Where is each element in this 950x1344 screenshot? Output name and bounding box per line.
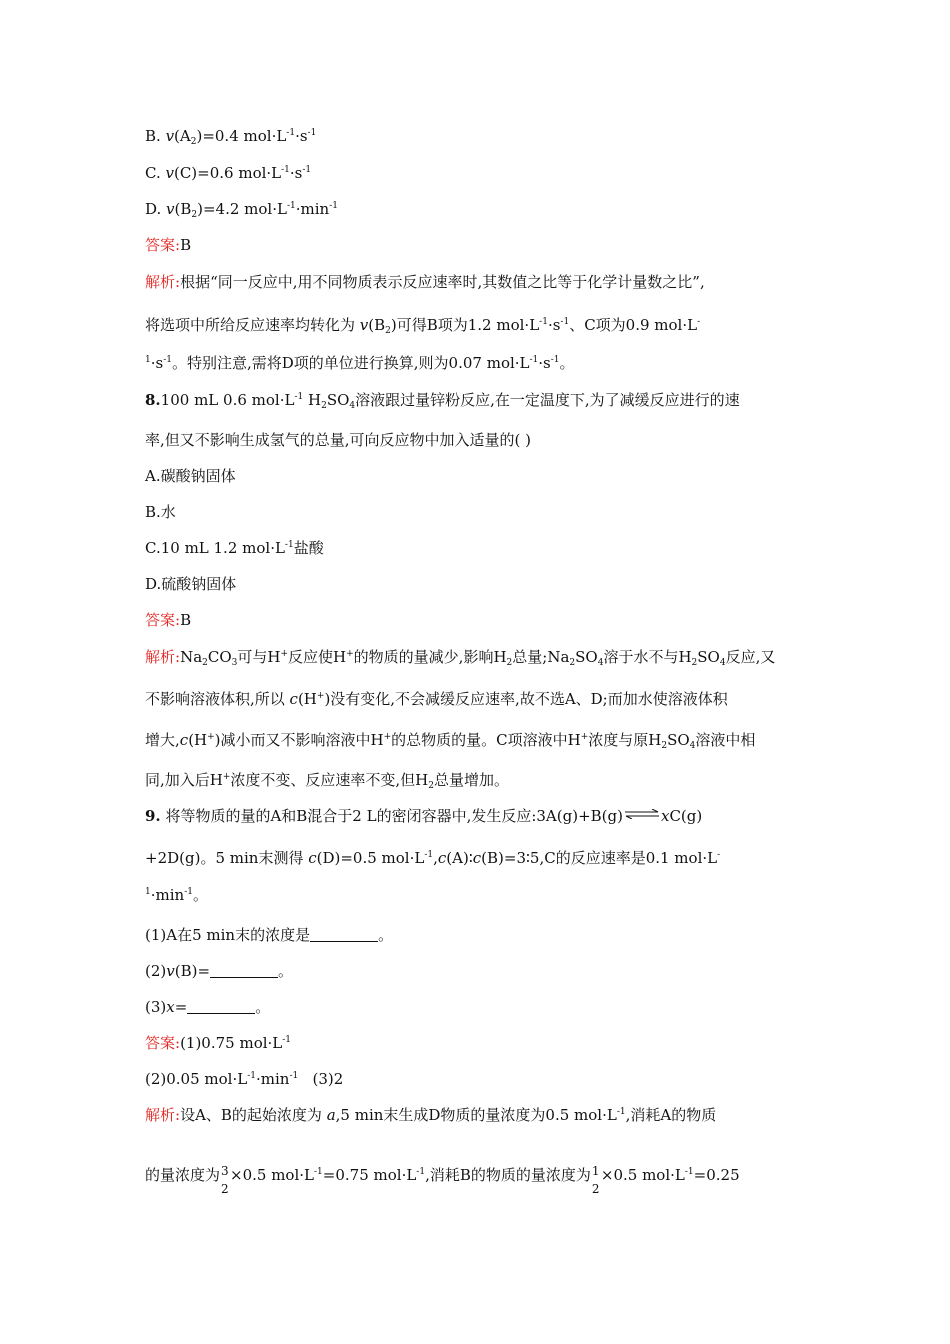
q9-analysis-line-2: 的量浓度为 3 2 ×0.5 $mol\cdot L^{-1}=0.75$ $mol\cdot L^{-1}$,消耗B的物质的量浓度为 1 2 ×0.5 $mol\cdot L^{-1}=0.25$ [145,1164,740,1196]
q7-option-d: D. $v(B_2)=4.2$ $mol\cdot L^{-1}\cdot\min^{-1}$ [145,200,338,220]
q7-answer [145,235,191,255]
q9-subquestion-1 [145,925,393,945]
q9-stem-line-1: 9. 将等物质的量的A和B混合于2 L的密闭容器中,发生反应:3A(g)+B(g) xC(g) [145,807,703,825]
q8-option-d: D.硫酸钠固体 [145,575,237,593]
q7-analysis-line-3: $^1\cdot s^{-1}$。特别注意,需将D项的单位进行换算,则为0.07 $mol\cdot L^{-1}\cdot s^{-1}$。 [145,354,575,372]
q9-stem-line-3: $^1\cdot\min^{-1}$。 [145,886,208,904]
q7-analysis-line-1: 解析:根据“同一反应中,用不同物质表示反应速率时,其数值之比等于化学计量数之比”, [145,273,705,291]
fraction-one-half: 1 2 [591,1164,600,1196]
q8-option-c: C.10 mL 1.2 $mol\cdot L^{-1}$盐酸 [145,539,324,557]
analysis-label: 解析: [145,273,181,291]
q7-option-b: B. $v(A_2)=0.4$ $mol\cdot L^{-1}\cdot s^{-1}$ [145,127,317,147]
period: 。 [255,998,271,1016]
q9-answer-line-2: (2)0.05 $mol\cdot L^{-1}\cdot\min^{-1}$ (3)2 [145,1070,344,1088]
q9-stem-line-2: +2D(g)。5 min末测得 c(D)=0.5 $mol\cdot L^{-1},c(A)∶c(B)=3∶5,C$的反应速率是0.1 mol·L- [145,849,721,867]
answer-label: 答案: [145,236,181,254]
fraction-three-halves: 3 2 [221,1164,229,1196]
q8-analysis-line-4: 同,加入后H+浓度不变、反应速率不变,但$H_2$总量增加。 [145,771,510,791]
q8-option-b: B.水 [145,503,176,521]
q7-analysis-line-2: 将选项中所给反应速率均转化为 $v(B_2)$可得B项为1.2 $mol\cdot L^{-1}\cdot s^{-1}$、C项为0.9 mol·L- [145,316,701,336]
q8-stem-line-1: 8.100 mL 0.6 $mol\cdot L^{-1}$ $H_2SO_4$溶液跟过量锌粉反应,在一定温度下,为了减缓反应进行的速 [145,391,740,411]
answer-blank[interactable] [310,927,378,942]
q9-subquestion-2: (2)v(B)= 。 [145,962,294,980]
q9-analysis-line-1: 解析:设A、B的起始浓度为 a,5 min末生成D物质的量浓度为0.5 $mol\cdot L^{-1}$,消耗A的物质 [145,1106,717,1124]
q9-subquestion-3: (3)x= 。 [145,998,271,1016]
analysis-label: 解析: [145,648,181,666]
q7-option-c: C. v(C)=0.6 $mol\cdot L^{-1}\cdot s^{-1}$ [145,164,312,182]
analysis-label: 解析: [145,1106,181,1124]
q9-answer-line-1: 答案:(1)0.75 $mol\cdot L^{-1}$ [145,1034,292,1052]
q8-answer-value: B [180,611,192,629]
answer-blank[interactable] [187,999,255,1014]
equilibrium-arrow-icon [623,809,661,819]
answer-label: 答案: [145,1034,181,1052]
answer-blank[interactable] [210,963,278,978]
period: 。 [278,962,294,980]
q8-option-a: A.碳酸钠固体 [145,467,236,485]
q8-number: 8. [145,391,161,409]
q8-answer [145,610,191,630]
q8-analysis-line-3: 增大,c(H+)减小而又不影响溶液中H+的总物质的量。C项溶液中H+浓度与原$H_2SO_4$溶液中相 [145,731,756,751]
q8-stem-line-2: 率,但又不影响生成氢气的总量,可向反应物中加入适量的( ) [145,431,532,449]
q9-number: 9. [145,807,161,825]
q8-analysis-line-1: 解析$:Na_2CO_3$可与H+反应使H+的物质的量减少,影响$H_2$总量$;Na_2SO_4$溶于水不与$H_2SO_4$反应,又 [145,648,776,668]
period: 。 [378,926,394,944]
answer-label: 答案: [145,611,181,629]
q8-analysis-line-2: 不影响溶液体积,所以 c(H+)没有变化,不会减缓反应速率,故不选A、D;而加水使溶液体积 [145,690,728,708]
q9-sub1-text: (1)A在5 min末的浓度是 [145,926,311,944]
q7-answer-value: B [180,236,192,254]
